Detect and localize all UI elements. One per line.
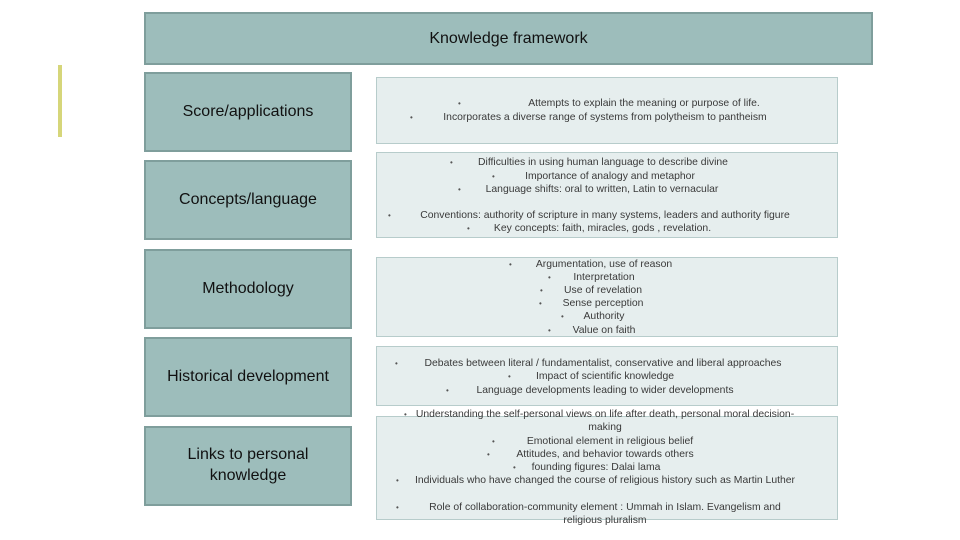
bullet: • xyxy=(467,224,470,233)
detail-text: Attitudes, and behavior towards others xyxy=(516,449,694,460)
category-historical: Historical development xyxy=(144,337,352,417)
detail-text: Argumentation, use of reason xyxy=(535,259,673,270)
detail-text: Use of revelation xyxy=(564,285,642,296)
category-personal: Links to personal knowledge xyxy=(144,426,352,506)
detail-text: Impact of scientific knowledge xyxy=(535,371,675,382)
bullet: • xyxy=(395,359,398,368)
detail-text: Individuals who have changed the course of religious history such as Martin Luther xyxy=(414,475,796,486)
detail-text: Interpretation xyxy=(573,272,635,283)
detail-text: Language shifts: oral to written, Latin to vernacular xyxy=(485,184,719,195)
bullet: • xyxy=(396,503,399,512)
detail-text: founding figures: Dalai lama xyxy=(531,462,661,473)
bullet: • xyxy=(450,158,453,167)
detail-text: Value on faith xyxy=(572,325,636,336)
bullet: • xyxy=(539,299,542,308)
bullet: • xyxy=(487,450,490,459)
detail-text: Authority xyxy=(583,311,625,322)
bullet: • xyxy=(548,273,551,282)
bullet: • xyxy=(513,463,516,472)
bullet: • xyxy=(508,372,511,381)
bullet: • xyxy=(446,386,449,395)
detail-text: Key concepts: faith, miracles, gods , revelation. xyxy=(493,223,712,234)
bullet: • xyxy=(492,172,495,181)
bullet: • xyxy=(540,286,543,295)
bullet: • xyxy=(561,312,564,321)
bullet: • xyxy=(458,99,461,108)
detail-text: Importance of analogy and metaphor xyxy=(525,171,695,182)
bullet: • xyxy=(548,326,551,335)
detail-text: Sense perception xyxy=(562,298,644,309)
bullet: • xyxy=(396,476,399,485)
category-concepts: Concepts/language xyxy=(144,160,352,240)
detail-text: Difficulties in using human language to describe divine xyxy=(478,157,728,168)
accent-bar xyxy=(58,65,62,137)
category-methodology: Methodology xyxy=(144,249,352,329)
detail-text: Attempts to explain the meaning or purpose of life. xyxy=(528,98,760,109)
bullet: • xyxy=(410,113,413,122)
bullet: • xyxy=(404,410,407,419)
detail-text: Language developments leading to wider developments xyxy=(476,385,734,396)
bullet: • xyxy=(492,437,495,446)
bullet: • xyxy=(458,185,461,194)
framework-title: Knowledge framework xyxy=(144,12,873,65)
bullet: • xyxy=(388,211,391,220)
detail-text: Emotional element in religious belief xyxy=(526,436,694,447)
bullet: • xyxy=(509,260,512,269)
detail-text: Conventions: authority of scripture in many systems, leaders and authority figure xyxy=(420,210,790,221)
detail-text: Debates between literal / fundamentalist, conservative and liberal approaches xyxy=(424,358,782,369)
detail-text: Understanding the self-personal views on life after death, personal moral decision-making xyxy=(415,409,795,433)
detail-text: Role of collaboration-community element : Ummah in Islam. Evangelism and religious pluralism xyxy=(429,502,781,526)
category-scope: Score/applications xyxy=(144,72,352,152)
detail-text: Incorporates a diverse range of systems from polytheism to pantheism xyxy=(443,112,767,123)
